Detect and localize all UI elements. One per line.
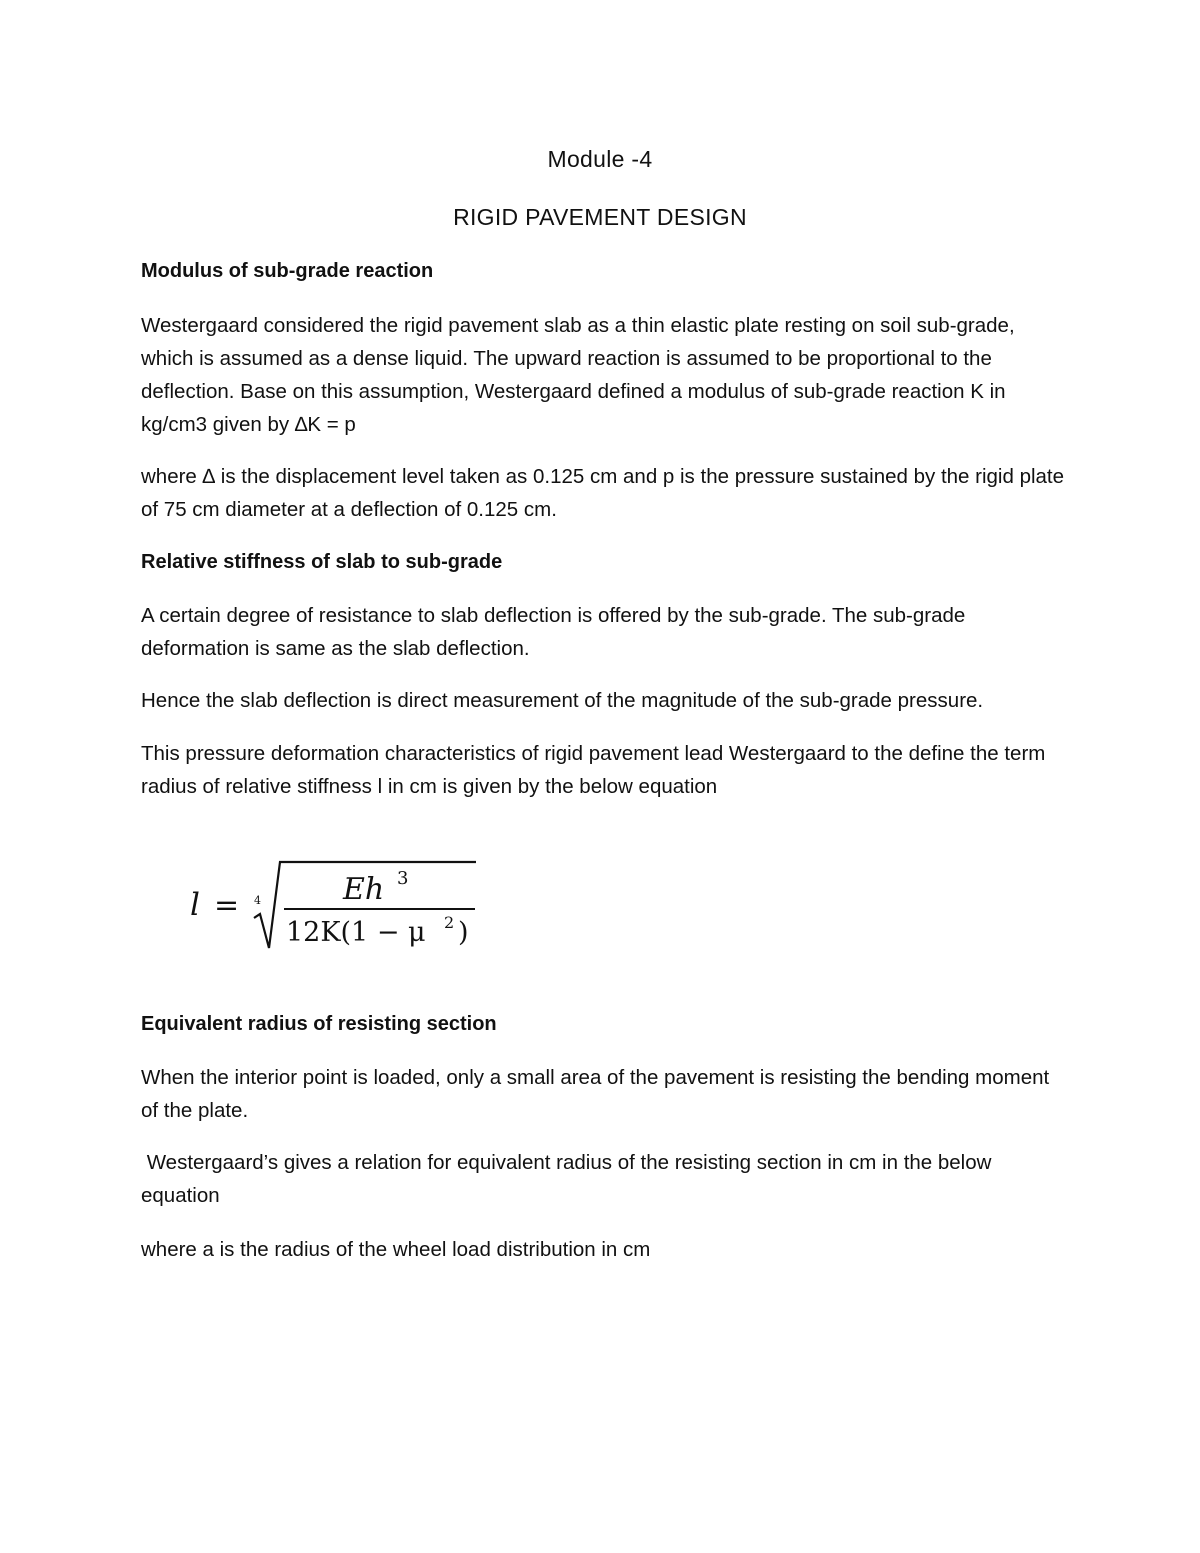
- paragraph-wheel-load-radius: where a is the radius of the wheel load distribution in cm: [141, 1238, 651, 1261]
- formula-denominator: 12K(1 − μ: [286, 917, 426, 948]
- paragraph-modulus-definition: Westergaard considered the rigid pavement slab as a thin elastic plate resting on soil sub-grade, which is assumed as a dense liquid. The upward reaction is assumed to be proportional to the deflection. Base on this assumption, Westergaard defined a modulus of sub-grade reaction K in kg/cm3 given by ∆K = p: [141, 314, 1015, 436]
- document-subtitle: RIGID PAVEMENT DESIGN: [453, 204, 747, 230]
- paragraph-interior-load: When the interior point is loaded, only a small area of the pavement is resisting the bending moment of the plate.: [141, 1066, 1050, 1122]
- module-title: Module -4: [547, 146, 653, 172]
- section-heading-equivalent: Equivalent radius of resisting section: [141, 1013, 497, 1035]
- paragraph-subgrade-resistance: A certain degree of resistance to slab deflection is offered by the sub-grade. The sub-grade deformation is same as the slab deflection.: [141, 604, 966, 660]
- formula-numerator: Eh: [343, 872, 385, 907]
- formula-equals: =: [214, 888, 240, 923]
- paragraph-equivalent-radius: Westergaard’s gives a relation for equivalent radius of the resisting section in cm in the below equation: [141, 1151, 998, 1207]
- formula-denominator-exponent: 2: [444, 913, 455, 932]
- formula-numerator-exponent: 3: [397, 868, 409, 889]
- section-heading-modulus: Modulus of sub-grade reaction: [141, 260, 434, 282]
- section-heading-stiffness: Relative stiffness of slab to sub-grade: [141, 551, 503, 573]
- formula-lhs: l: [190, 887, 200, 923]
- paragraph-radius-definition: This pressure deformation characteristics of rigid pavement lead Westergaard to the define the term radius of relative stiffness l in cm is given by the below equation: [141, 742, 1046, 798]
- paragraph-slab-deflection: Hence the slab deflection is direct measurement of the magnitude of the sub-grade pressure.: [141, 689, 984, 712]
- paragraph-displacement-note: where ∆ is the displacement level taken as 0.125 cm and p is the pressure sustained by the rigid plate of 75 cm diameter at a deflection of 0.125 cm.: [141, 465, 1065, 521]
- formula-denominator-close: ): [458, 917, 469, 948]
- relative-stiffness-formula: [188, 858, 480, 958]
- formula-root-index: 4: [254, 894, 261, 907]
